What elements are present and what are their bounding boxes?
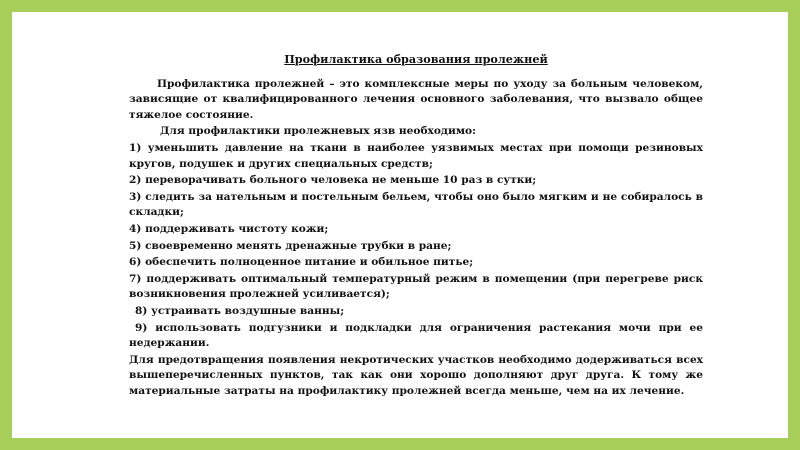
paragraph-list-heading: Для профилактики пролежневых язв необходимо: xyxy=(160,125,476,138)
list-item-6: 6) обеспечить полноценное питание и обильное питье; xyxy=(129,256,474,269)
list-item-1: 1) уменьшить давление на ткани в наиболее уязвимых местах при помощи резиновых кругов, подушек и других специальных средств; xyxy=(129,141,703,170)
list-item-7: 7) поддерживать оптимальный температурный режим в помещении (при перегреве риск возникновения пролежней усиливается); xyxy=(129,272,703,301)
list-item-5: 5) своевременно менять дренажные трубки в ране; xyxy=(129,239,452,252)
list-item-3: 3) следить за нательным и постельным бельем, чтобы оно было мягким и не собиралось в складки; xyxy=(129,190,703,219)
paragraph-conclusion: Для предотвращения появления некротических участков необходимо додерживаться всех вышеперечисленных пунктов, так как они хорошо дополняют друг друга. К тому же материальные затраты на профилактику пролежней всегда меньше, чем на их лечение. xyxy=(129,353,703,397)
document-body xyxy=(129,52,703,400)
slide-page xyxy=(12,12,788,438)
paragraph-intro: Профилактика пролежней – это комплексные меры по уходу за больным человеком, зависящие от квалифицированного лечения основного заболевания, что вызвало общее тяжелое состояние. xyxy=(129,77,703,121)
list-item-8: 8) устраивать воздушные ванны; xyxy=(135,304,345,317)
list-item-9: 9) использовать подгузники и подкладки для ограничения растекания мочи при ее недержании. xyxy=(129,321,703,350)
list-item-4: 4) поддерживать чистоту кожи; xyxy=(129,222,329,235)
document-title: Профилактика образования пролежней xyxy=(284,52,548,66)
list-item-2: 2) переворачивать больного человека не меньше 10 раз в сутки; xyxy=(129,174,537,187)
